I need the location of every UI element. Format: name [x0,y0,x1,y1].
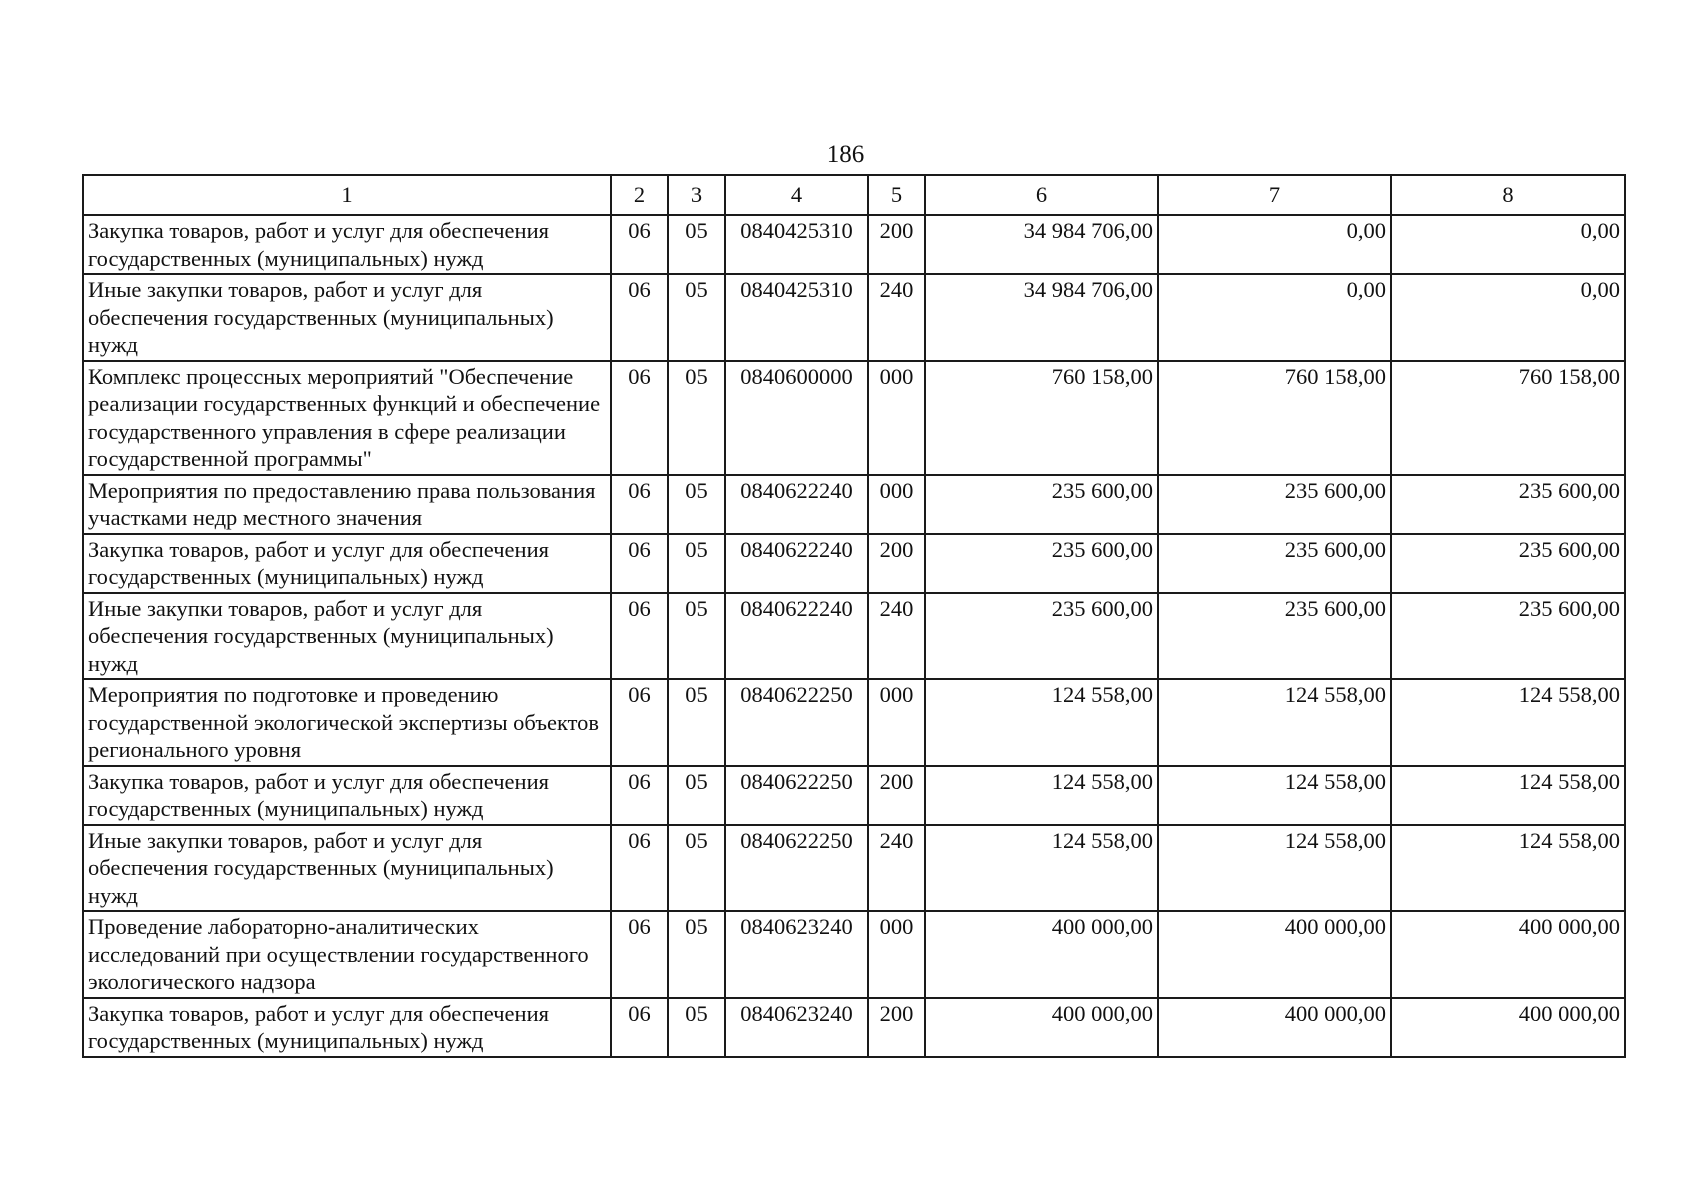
row-expense-type: 000 [868,679,925,766]
row-name: Проведение лабораторно-аналитических исследований при осуществлении государственного экологического надзора [83,911,611,998]
page-number: 186 [826,141,865,168]
table-row [83,274,1625,361]
row-subsection: 05 [668,534,725,593]
row-subsection: 05 [668,679,725,766]
row-target-code: 0840622240 [725,475,868,534]
table-row [83,534,1625,593]
row-name: Закупка товаров, работ и услуг для обеспечения государственных (муниципальных) нужд [83,534,611,593]
row-section: 06 [611,593,668,680]
row-amount-6: 400 000,00 [925,998,1158,1057]
row-amount-8: 235 600,00 [1391,475,1625,534]
row-target-code: 0840622240 [725,534,868,593]
row-name: Закупка товаров, работ и услуг для обеспечения государственных (муниципальных) нужд [83,766,611,825]
header-col-6: 6 [925,175,1158,215]
row-amount-8: 400 000,00 [1391,911,1625,998]
row-subsection: 05 [668,593,725,680]
row-name: Мероприятия по предоставлению права пользования участками недр местного значения [83,475,611,534]
row-amount-6: 34 984 706,00 [925,215,1158,274]
row-amount-6: 124 558,00 [925,679,1158,766]
row-expense-type: 240 [868,593,925,680]
row-name: Мероприятия по подготовке и проведению государственной экологической экспертизы объектов регионального уровня [83,679,611,766]
row-subsection: 05 [668,274,725,361]
table-row [83,766,1625,825]
table-row [83,911,1625,998]
row-amount-8: 124 558,00 [1391,825,1625,912]
row-subsection: 05 [668,998,725,1057]
row-target-code: 0840600000 [725,361,868,475]
row-amount-8: 0,00 [1391,215,1625,274]
row-amount-6: 124 558,00 [925,825,1158,912]
header-col-4: 4 [725,175,868,215]
row-expense-type: 240 [868,274,925,361]
row-name: Иные закупки товаров, работ и услуг для обеспечения государственных (муниципальных) нужд [83,825,611,912]
row-amount-6: 235 600,00 [925,593,1158,680]
row-expense-type: 200 [868,998,925,1057]
row-amount-6: 235 600,00 [925,475,1158,534]
row-target-code: 0840623240 [725,911,868,998]
table-row [83,679,1625,766]
row-amount-7: 760 158,00 [1158,361,1391,475]
row-section: 06 [611,766,668,825]
row-amount-7: 235 600,00 [1158,593,1391,680]
row-amount-7: 235 600,00 [1158,534,1391,593]
row-expense-type: 000 [868,475,925,534]
row-section: 06 [611,361,668,475]
row-amount-7: 0,00 [1158,215,1391,274]
row-amount-8: 760 158,00 [1391,361,1625,475]
row-amount-8: 124 558,00 [1391,679,1625,766]
row-amount-7: 400 000,00 [1158,998,1391,1057]
row-name: Иные закупки товаров, работ и услуг для обеспечения государственных (муниципальных) нужд [83,274,611,361]
row-amount-6: 34 984 706,00 [925,274,1158,361]
header-col-1: 1 [83,175,611,215]
header-col-8: 8 [1391,175,1625,215]
row-subsection: 05 [668,766,725,825]
row-target-code: 0840425310 [725,274,868,361]
row-section: 06 [611,215,668,274]
header-col-5: 5 [868,175,925,215]
row-amount-7: 124 558,00 [1158,679,1391,766]
row-target-code: 0840622250 [725,825,868,912]
row-name: Комплекс процессных мероприятий "Обеспечение реализации государственных функций и обеспечение государственного управления в сфере реализации государственной программы" [83,361,611,475]
row-expense-type: 240 [868,825,925,912]
table-row [83,998,1625,1057]
row-section: 06 [611,998,668,1057]
row-expense-type: 200 [868,534,925,593]
budget-table [82,174,1626,1058]
row-subsection: 05 [668,825,725,912]
row-name: Иные закупки товаров, работ и услуг для обеспечения государственных (муниципальных) нужд [83,593,611,680]
row-subsection: 05 [668,215,725,274]
row-section: 06 [611,911,668,998]
row-expense-type: 200 [868,766,925,825]
row-subsection: 05 [668,475,725,534]
row-amount-6: 760 158,00 [925,361,1158,475]
row-section: 06 [611,534,668,593]
table-row [83,593,1625,680]
row-name: Закупка товаров, работ и услуг для обеспечения государственных (муниципальных) нужд [83,998,611,1057]
row-amount-7: 235 600,00 [1158,475,1391,534]
row-amount-8: 400 000,00 [1391,998,1625,1057]
row-target-code: 0840622250 [725,679,868,766]
row-subsection: 05 [668,361,725,475]
row-section: 06 [611,679,668,766]
header-row [83,175,1625,215]
row-amount-8: 235 600,00 [1391,534,1625,593]
row-expense-type: 200 [868,215,925,274]
row-amount-8: 235 600,00 [1391,593,1625,680]
header-col-2: 2 [611,175,668,215]
row-target-code: 0840622240 [725,593,868,680]
row-amount-6: 124 558,00 [925,766,1158,825]
row-target-code: 0840425310 [725,215,868,274]
row-section: 06 [611,274,668,361]
table-row [83,361,1625,475]
table-row [83,825,1625,912]
row-expense-type: 000 [868,361,925,475]
row-amount-8: 124 558,00 [1391,766,1625,825]
row-amount-6: 235 600,00 [925,534,1158,593]
row-amount-7: 400 000,00 [1158,911,1391,998]
row-target-code: 0840623240 [725,998,868,1057]
table-row [83,215,1625,274]
row-target-code: 0840622250 [725,766,868,825]
row-amount-7: 124 558,00 [1158,825,1391,912]
header-col-3: 3 [668,175,725,215]
row-subsection: 05 [668,911,725,998]
table-row [83,475,1625,534]
row-amount-6: 400 000,00 [925,911,1158,998]
row-expense-type: 000 [868,911,925,998]
row-name: Закупка товаров, работ и услуг для обеспечения государственных (муниципальных) нужд [83,215,611,274]
row-amount-7: 124 558,00 [1158,766,1391,825]
row-section: 06 [611,825,668,912]
header-col-7: 7 [1158,175,1391,215]
row-section: 06 [611,475,668,534]
row-amount-7: 0,00 [1158,274,1391,361]
row-amount-8: 0,00 [1391,274,1625,361]
